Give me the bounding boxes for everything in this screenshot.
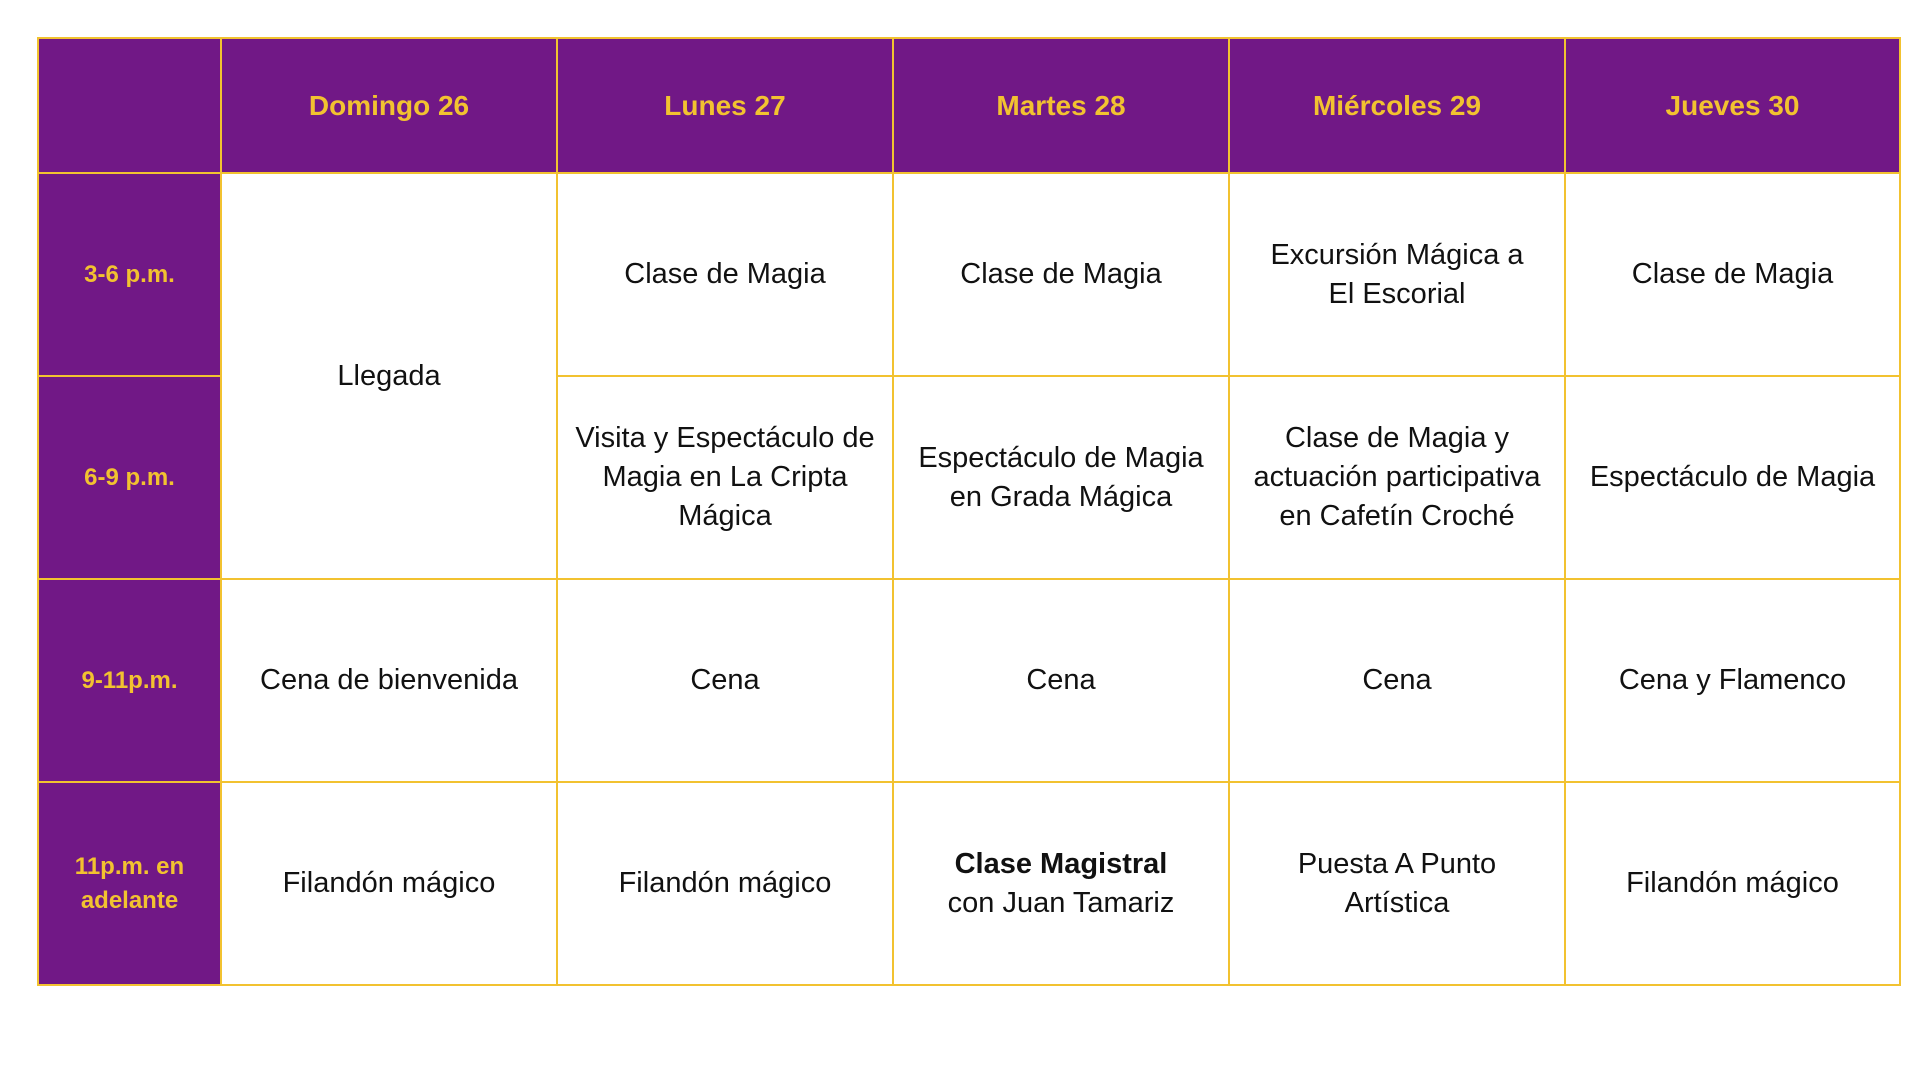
cell-martes-9-11: Cena [893,579,1229,782]
cell-martes-11 [893,782,1229,985]
day-header-lunes: Lunes 27 [557,38,893,173]
cell-jueves-9-11: Cena y Flamenco [1565,579,1900,782]
time-label-3-6: 3-6 p.m. [38,173,221,376]
time-label-9-11: 9-11p.m. [38,579,221,782]
cell-domingo-9-11: Cena de bienvenida [221,579,557,782]
corner-cell [38,38,221,173]
cell-jueves-3-6: Clase de Magia [1565,173,1900,376]
day-header-jueves: Jueves 30 [1565,38,1900,173]
day-header-martes: Martes 28 [893,38,1229,173]
table-row-3-6 [38,173,1900,376]
cell-lunes-6-9: Visita y Espectáculo de Magia en La Cripta Mágica [557,376,893,579]
cell-martes-3-6: Clase de Magia [893,173,1229,376]
cell-jueves-6-9: Espectáculo de Magia [1565,376,1900,579]
cell-jueves-11: Filandón mágico [1565,782,1900,985]
cell-lunes-9-11: Cena [557,579,893,782]
cell-miercoles-6-9: Clase de Magia y actuación participativa en Cafetín Croché [1229,376,1565,579]
header-row [38,38,1900,173]
day-header-domingo: Domingo 26 [221,38,557,173]
cell-miercoles-9-11: Cena [1229,579,1565,782]
day-header-miercoles: Miércoles 29 [1229,38,1565,173]
cell-domingo-llegada: Llegada [221,173,557,579]
table-row-9-11 [38,579,1900,782]
cell-martes-6-9: Espectáculo de Magia en Grada Mágica [893,376,1229,579]
time-label-6-9: 6-9 p.m. [38,376,221,579]
clase-magistral-rest: con Juan Tamariz [947,886,1175,919]
clase-magistral-bold: Clase Magistral [954,847,1168,880]
schedule-table [37,37,1901,986]
cell-domingo-11: Filandón mágico [221,782,557,985]
table-row-11 [38,782,1900,985]
time-label-11: 11p.m. en adelante [38,782,221,985]
cell-miercoles-3-6: Excursión Mágica a El Escorial [1229,173,1565,376]
cell-lunes-11: Filandón mágico [557,782,893,985]
cell-miercoles-11: Puesta A Punto Artística [1229,782,1565,985]
cell-lunes-3-6: Clase de Magia [557,173,893,376]
